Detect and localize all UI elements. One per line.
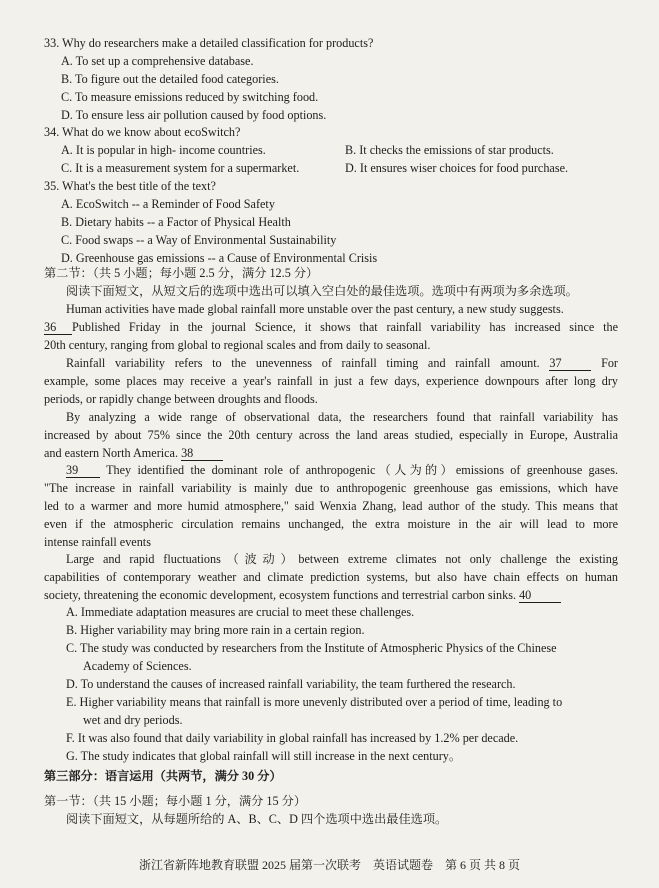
q35-option-a: A. EcoSwitch -- a Reminder of Food Safety: [61, 197, 275, 211]
passage-p4-line2: increased by about 75% since the 20th century across the land areas studied, especially in Europe, Australia: [44, 428, 618, 442]
passage-p3-line1: [0, 354, 659, 372]
passage-p3-for: For: [601, 356, 618, 370]
blank-37[interactable]: 37: [549, 356, 591, 371]
passage-p4-line1: By analyzing a wide range of observational data, the researchers found that rainfall variability has: [66, 410, 618, 424]
passage-p6-line3: [0, 586, 659, 604]
q34-option-b: B. It checks the emissions of star products.: [345, 143, 554, 157]
passage-p2-line1: [0, 318, 659, 336]
passage-p5-line4: even if the atmospheric circulation remains unchanged, the extra moisture in the air will lead to more: [44, 517, 618, 531]
blank-39[interactable]: 39: [66, 463, 100, 478]
question-33-stem: 33. Why do researchers make a detailed classification for products?: [44, 36, 374, 50]
blank-40[interactable]: 40: [519, 588, 561, 603]
option-e-line2: wet and dry periods.: [83, 713, 183, 727]
q34-row-1: [0, 141, 659, 159]
option-c-line1: C. The study was conducted by researchers from the Institute of Atmospheric Physics of the Chinese: [66, 641, 557, 655]
option-d: D. To understand the causes of increased rainfall variability, the team furthered the research.: [66, 677, 516, 691]
q35-option-b: B. Dietary habits -- a Factor of Physical Health: [61, 215, 291, 229]
q34-option-d: D. It ensures wiser choices for food purchase.: [345, 161, 569, 175]
passage-p3-text: Rainfall variability refers to the unevenness of rainfall timing and rainfall amount.: [66, 356, 540, 370]
q35-option-c: C. Food swaps -- a Way of Environmental Sustainability: [61, 233, 337, 247]
q34-row-2: [0, 159, 659, 177]
q33-option-b: B. To figure out the detailed food categories.: [61, 72, 279, 86]
question-35-stem: 35. What's the best title of the text?: [44, 179, 216, 193]
passage-p6-line1: Large and rapid fluctuations（波动）between extreme climates not only challenge the existing: [66, 552, 618, 566]
passage-p4-line3: [0, 444, 659, 462]
q35-option-d: D. Greenhouse gas emissions -- a Cause of Environmental Crisis: [61, 251, 378, 265]
section-2-heading: 第二节：（共 5 小题；每小题 2.5 分，满分 12.5 分）: [44, 266, 319, 280]
option-b: B. Higher variability may bring more rain in a certain region.: [66, 623, 365, 637]
passage-p5-line1: [0, 461, 659, 479]
q33-option-a: A. To set up a comprehensive database.: [61, 54, 254, 68]
option-c-line2: Academy of Sciences.: [83, 659, 192, 673]
q33-option-d: D. To ensure less air pollution caused by food options.: [61, 108, 327, 122]
passage-p2-line2: 20th century, ranging from global to regional scales and from daily to seasonal.: [44, 338, 431, 352]
passage-p3-line3: periods, or rapidly change between droughts and floods.: [44, 392, 318, 406]
passage-p3-line2: example, some places may receive a year's rainfall in just a few days, experience downpours after long dry: [44, 374, 618, 388]
option-g: G. The study indicates that global rainfall will still increase in the next century。: [66, 749, 462, 763]
option-a: A. Immediate adaptation measures are crucial to meet these challenges.: [66, 605, 415, 619]
passage-p1: Human activities have made global rainfall more unstable over the past century, a new study suggests.: [66, 302, 564, 316]
page-footer: 浙江省新阵地教育联盟 2025 届第一次联考 英语试题卷 第 6 页 共 8 页: [138, 858, 520, 872]
part-3-sub-heading: 第一节：（共 15 小题；每小题 1 分，满分 15 分）: [44, 794, 307, 808]
option-f: F. It was also found that daily variability in global rainfall has increased by 1.2% per decade.: [66, 731, 519, 745]
part-3-instruction: 阅读下面短文，从每题所给的 A、B、C、D 四个选项中选出最佳选项。: [66, 812, 448, 826]
q33-option-c: C. To measure emissions reduced by switching food.: [61, 90, 319, 104]
passage-p6-text: society, threatening the economic development, ecosystem functions and terrestrial carbon sinks.: [44, 588, 517, 602]
q34-option-a: A. It is popular in high- income countries.: [61, 143, 266, 157]
passage-p5-line3: led to a warmer and more humid atmosphere," said Wenxia Zhang, lead author of the study. This means that: [44, 499, 618, 513]
part-3-heading: 第三部分：语言运用（共两节，满分 30 分）: [44, 769, 282, 783]
passage-p5-line2: "The increase in rainfall variability is mainly due to anthropogenic greenhouse gas emissions, which have: [44, 481, 618, 495]
passage-p6-line2: capabilities of contemporary weather and climate prediction systems, but also have chain effects on human: [44, 570, 618, 584]
option-e-line1: E. Higher variability means that rainfall is more unevenly distributed over a period of time, leading to: [66, 695, 563, 709]
passage-p2-text: Published Friday in the journal Science, it shows that rainfall variability has increased since the: [72, 320, 618, 334]
passage-p4-text: and eastern North America.: [44, 446, 179, 460]
q34-option-c: C. It is a measurement system for a supermarket.: [61, 161, 300, 175]
blank-38[interactable]: 38: [181, 446, 223, 461]
blank-36[interactable]: 36: [44, 320, 72, 335]
question-34-stem: 34. What do we know about ecoSwitch?: [44, 125, 241, 139]
passage-p5-line5: intense rainfall events: [44, 535, 151, 549]
section-2-instruction: 阅读下面短文，从短文后的选项中选出可以填入空白处的最佳选项。选项中有两项为多余选项。: [66, 284, 578, 298]
passage-p5-text: They identified the dominant role of anthropogenic（人为的）emissions of greenhouse gases.: [106, 463, 618, 477]
